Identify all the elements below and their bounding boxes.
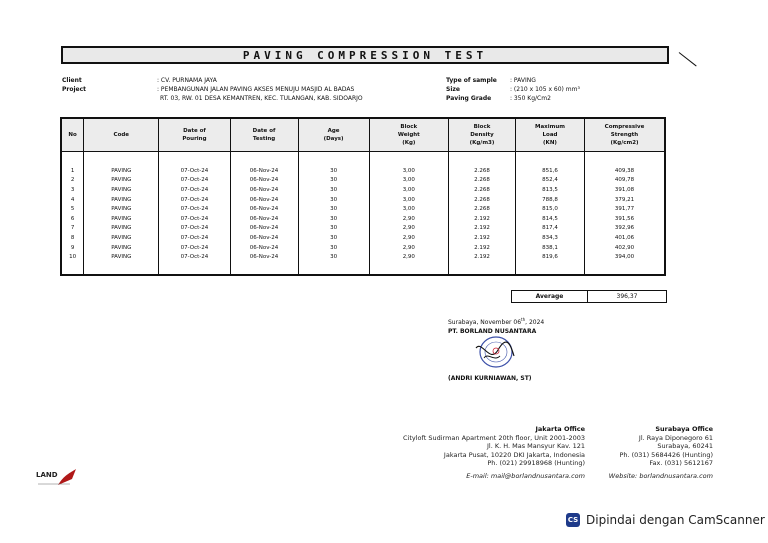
table-cell: 07-Oct-24 xyxy=(159,252,230,262)
table-cell: 06-Nov-24 xyxy=(230,204,298,214)
surabaya-office-title: Surabaya Office xyxy=(655,425,713,433)
info-project-address: RT. 03, RW. 01 DESA KEMANTREN, KEC. TULANGAN, KAB. SIDOARJO xyxy=(160,95,363,102)
table-cell: 9 xyxy=(61,243,84,253)
table-cell: 07-Oct-24 xyxy=(159,204,230,214)
info-size: Size : (210 x 105 x 60) mm³ xyxy=(446,86,580,93)
info-left xyxy=(62,76,363,103)
table-cell: 813,5 xyxy=(515,185,584,195)
table-cell: 5 xyxy=(61,204,84,214)
table-cell: 2.268 xyxy=(449,166,516,176)
column-header: No xyxy=(61,118,84,152)
table-cell: 6 xyxy=(61,214,84,224)
table-header-row xyxy=(61,118,665,152)
table-cell: 2.268 xyxy=(449,176,516,186)
table-cell: 391,56 xyxy=(585,214,665,224)
table-cell: PAVING xyxy=(84,185,159,195)
table-body xyxy=(61,152,665,275)
table-cell: 852,4 xyxy=(515,176,584,186)
table-row xyxy=(61,166,665,176)
table-cell: 07-Oct-24 xyxy=(159,185,230,195)
table-cell: 2.268 xyxy=(449,204,516,214)
jakarta-email: E-mail: mail@borlandnusantara.com xyxy=(466,471,585,480)
table-cell: 07-Oct-24 xyxy=(159,233,230,243)
table-cell: 834,3 xyxy=(515,233,584,243)
table-cell: 30 xyxy=(298,243,369,253)
table-cell: 814,5 xyxy=(515,214,584,224)
table-cell: 30 xyxy=(298,224,369,234)
table-cell: 2.192 xyxy=(449,214,516,224)
table-cell: 30 xyxy=(298,204,369,214)
table-cell: PAVING xyxy=(84,195,159,205)
table-cell: 07-Oct-24 xyxy=(159,243,230,253)
table-cell: PAVING xyxy=(84,243,159,253)
table-cell: 838,1 xyxy=(515,243,584,253)
table-cell: 2,90 xyxy=(369,224,448,234)
table-cell: 391,77 xyxy=(585,204,665,214)
table-row xyxy=(61,252,665,262)
column-header: Date of Pouring xyxy=(159,118,230,152)
info-sample-type: Type of sample : PAVING xyxy=(446,77,536,84)
camscanner-watermark xyxy=(566,513,765,527)
table-cell: 2.268 xyxy=(449,195,516,205)
table-bottom-row xyxy=(61,262,665,275)
borland-logo-icon xyxy=(36,465,78,489)
average-label: Average xyxy=(512,291,588,302)
column-header: Date of Testing xyxy=(230,118,298,152)
table-cell: 851,6 xyxy=(515,166,584,176)
camscanner-text: Dipindai dengan CamScanner xyxy=(586,513,765,527)
table-cell: PAVING xyxy=(84,233,159,243)
table-cell: 3,00 xyxy=(369,166,448,176)
document-title-box xyxy=(61,46,669,64)
table-cell: 06-Nov-24 xyxy=(230,166,298,176)
average-box xyxy=(511,290,667,303)
table-cell: 3,00 xyxy=(369,185,448,195)
table-cell: 2,90 xyxy=(369,233,448,243)
column-header: Block Weight (Kg) xyxy=(369,118,448,152)
compression-table xyxy=(60,117,666,276)
column-header: Block Density (Kg/m3) xyxy=(449,118,516,152)
table-cell: 30 xyxy=(298,185,369,195)
column-header: Code xyxy=(84,118,159,152)
info-client: Client : CV. PURNAMA JAYA xyxy=(62,77,217,84)
signature-company: PT. BORLAND NUSANTARA xyxy=(448,328,537,335)
signer-name: (ANDRI KURNIAWAN, ST) xyxy=(448,375,532,382)
table-cell: 3,00 xyxy=(369,204,448,214)
table-row xyxy=(61,214,665,224)
table-row xyxy=(61,233,665,243)
surabaya-office: Surabaya Office Jl. Raya Diponegoro 61 Surabaya, 60241 Ph. (031) 5684426 (Hunting) Fax. (031) 5612167 Website: borlandnusantara.com xyxy=(592,425,713,481)
average-value: 396,37 xyxy=(616,293,638,300)
camscanner-icon: CS xyxy=(566,513,580,527)
column-header: Maximum Load (KN) xyxy=(515,118,584,152)
company-seal-icon xyxy=(470,334,518,370)
table-cell: 409,78 xyxy=(585,176,665,186)
table-row xyxy=(61,195,665,205)
signature-date: Surabaya, November 06th, 2024 xyxy=(448,317,545,326)
table-row xyxy=(61,224,665,234)
table-cell: 06-Nov-24 xyxy=(230,243,298,253)
table-cell: 402,90 xyxy=(585,243,665,253)
table-cell: 392,96 xyxy=(585,224,665,234)
table-cell: 2 xyxy=(61,176,84,186)
table-cell: 06-Nov-24 xyxy=(230,176,298,186)
info-project: Project : PEMBANGUNAN JALAN PAVING AKSES MENUJU MASJID AL BADAS xyxy=(62,86,355,93)
table-cell: 30 xyxy=(298,195,369,205)
table-cell: 3,00 xyxy=(369,176,448,186)
table-cell: 06-Nov-24 xyxy=(230,214,298,224)
table-cell: 30 xyxy=(298,252,369,262)
table-cell: 817,4 xyxy=(515,224,584,234)
table-cell: 2,90 xyxy=(369,252,448,262)
signature-block xyxy=(448,315,544,336)
info-grade: Paving Grade : 350 Kg/Cm2 xyxy=(446,95,551,102)
table-cell: 06-Nov-24 xyxy=(230,252,298,262)
table-cell: 06-Nov-24 xyxy=(230,195,298,205)
table-cell: 07-Oct-24 xyxy=(159,214,230,224)
table-cell: 30 xyxy=(298,166,369,176)
table-cell: 394,00 xyxy=(585,252,665,262)
table-cell: 07-Oct-24 xyxy=(159,176,230,186)
table-cell: 2.192 xyxy=(449,243,516,253)
document-title: PAVING COMPRESSION TEST xyxy=(242,48,488,62)
table-cell: PAVING xyxy=(84,214,159,224)
table-cell: 06-Nov-24 xyxy=(230,185,298,195)
table-cell: 379,21 xyxy=(585,195,665,205)
table-cell: 409,38 xyxy=(585,166,665,176)
info-right xyxy=(446,76,580,103)
table-cell: 2.192 xyxy=(449,233,516,243)
table-cell: 30 xyxy=(298,176,369,186)
table-cell: PAVING xyxy=(84,252,159,262)
table-row xyxy=(61,204,665,214)
table-row xyxy=(61,176,665,186)
table-spacer-row xyxy=(61,152,665,167)
table-cell: 1 xyxy=(61,166,84,176)
table-cell: 06-Nov-24 xyxy=(230,224,298,234)
table-cell: 391,08 xyxy=(585,185,665,195)
column-header: Compressive Strength (Kg/cm2) xyxy=(585,118,665,152)
table-cell: 2.192 xyxy=(449,224,516,234)
table-cell: 819,6 xyxy=(515,252,584,262)
table-cell: 30 xyxy=(298,214,369,224)
table-cell: 815,0 xyxy=(515,204,584,214)
table-cell: 10 xyxy=(61,252,84,262)
table-cell: 30 xyxy=(298,233,369,243)
table-cell: 2.268 xyxy=(449,185,516,195)
table-cell: 4 xyxy=(61,195,84,205)
table-row xyxy=(61,243,665,253)
table-cell: 06-Nov-24 xyxy=(230,233,298,243)
jakarta-office-title: Jakarta Office xyxy=(535,425,585,433)
table-cell: 7 xyxy=(61,224,84,234)
table-cell: 2.192 xyxy=(449,252,516,262)
table-cell: 8 xyxy=(61,233,84,243)
logo-text: LAND xyxy=(36,471,58,479)
table-cell: PAVING xyxy=(84,166,159,176)
table-cell: PAVING xyxy=(84,224,159,234)
table-cell: 07-Oct-24 xyxy=(159,195,230,205)
table-cell: 2,90 xyxy=(369,214,448,224)
table-cell: 3 xyxy=(61,185,84,195)
corner-mark xyxy=(679,52,697,66)
column-header: Age (Days) xyxy=(298,118,369,152)
surabaya-website: Website: borlandnusantara.com xyxy=(608,471,713,480)
table-row xyxy=(61,185,665,195)
table-cell: 07-Oct-24 xyxy=(159,224,230,234)
table-cell: 2,90 xyxy=(369,243,448,253)
jakarta-office: Jakarta Office Cityloft Sudirman Apartment 20th floor, Unit 2001-2003 Jl. K. H. Mas Mansyur Kav. 121 Jakarta Pusat, 10220 DKI Jakarta, Indonesia Ph. (021) 29918968 (Hunting) E-mail: mail@borlandnusantara.com xyxy=(380,425,585,481)
table-cell: 07-Oct-24 xyxy=(159,166,230,176)
table-cell: PAVING xyxy=(84,176,159,186)
table-cell: 401,06 xyxy=(585,233,665,243)
table-cell: PAVING xyxy=(84,204,159,214)
table-cell: 788,8 xyxy=(515,195,584,205)
table-cell: 3,00 xyxy=(369,195,448,205)
